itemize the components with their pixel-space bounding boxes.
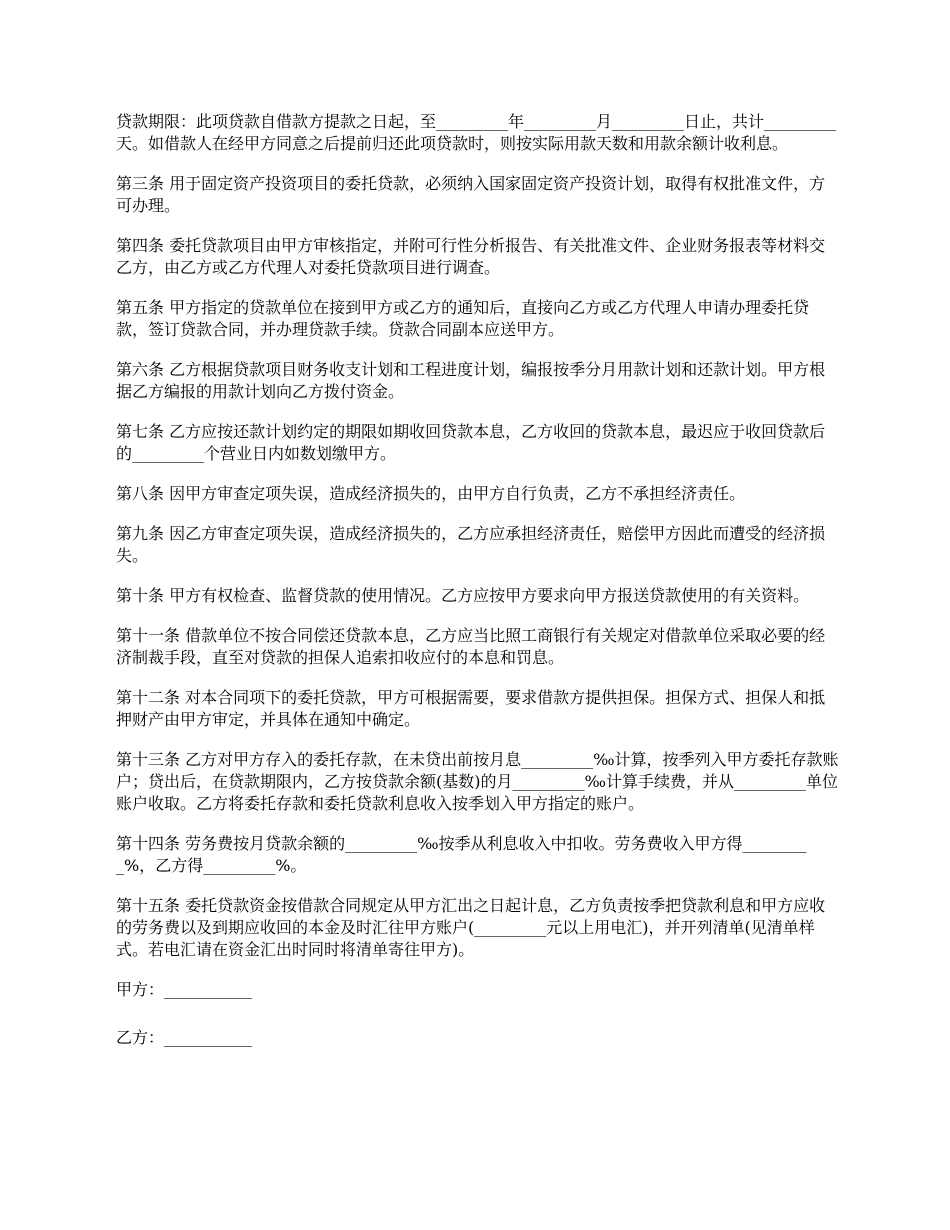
paragraph-article-11: 第十一条 借款单位不按合同偿还贷款本息，乙方应当比照工商银行有关规定对借款单位采取必要的经济制裁手段，直至对贷款的担保人追索扣收应付的本息和罚息。	[116, 626, 826, 667]
contract-document	[116, 111, 841, 1075]
paragraph-article-5: 第五条 甲方指定的贷款单位在接到甲方或乙方的通知后，直接向乙方或乙方代理人申请办理委托贷款，签订贷款合同，并办理贷款手续。贷款合同副本应送甲方。	[116, 298, 810, 339]
paragraph-article-9: 第九条 因乙方审查定项失误，造成经济损失的，乙方应承担经济责任，赔偿甲方因此而遭受的经济损失。	[116, 524, 826, 565]
paragraph-article-10: 第十条 甲方有权检查、监督贷款的使用情况。乙方应按甲方要求向甲方报送贷款使用的有关资料。	[116, 586, 810, 605]
paragraph-article-6: 第六条 乙方根据贷款项目财务收支计划和工程进度计划，编报按季分月用款计划和还款计划。甲方根据乙方编报的用款计划向乙方拨付资金。	[116, 360, 826, 401]
paragraph-loan-term: 贷款期限：此项贷款自借款方提款之日起，至_________年_________月_________日止，共计_________天。如借款人在经甲方同意之后提前归还此项贷款时，则按实际用款天数和用款余额计收利息。	[116, 112, 837, 153]
paragraph-article-4: 第四条 委托贷款项目由甲方审核指定，并附可行性分析报告、有关批准文件、企业财务报表等材料交乙方，由乙方或乙方代理人对委托贷款项目进行调查。	[116, 236, 826, 277]
paragraph-article-15: 第十五条 委托贷款资金按借款合同规定从甲方汇出之日起计息，乙方负责按季把贷款利息和甲方应收的劳务费以及到期应收回的本金及时汇往甲方账户(_________元以上用电汇)，并开列清单(见清单样式。若电汇请在资金汇出时同时将清单寄往甲方)。	[116, 896, 826, 959]
signature-party-a: 甲方：___________	[116, 980, 253, 999]
signature-party-b: 乙方：___________	[116, 1028, 253, 1047]
paragraph-article-3: 第三条 用于固定资产投资项目的委托贷款，必须纳入国家固定资产投资计划，取得有权批准文件，方可办理。	[116, 174, 826, 215]
paragraph-article-7: 第七条 乙方应按还款计划约定的期限如期收回贷款本息，乙方收回的贷款本息，最迟应于收回贷款后的_________个营业日内如数划缴甲方。	[116, 422, 826, 463]
paragraph-article-8: 第八条 因甲方审查定项失误，造成经济损失的，由甲方自行负责，乙方不承担经济责任。	[116, 484, 746, 503]
paragraph-article-13: 第十三条 乙方对甲方存入的委托存款，在未贷出前按月息_________‰计算，按季列入甲方委托存款账户；贷出后，在贷款期限内，乙方按贷款余额(基数)的月_________‰计算手续费，并从_________单位账户收取。乙方将委托存款和委托贷款利息收入按季划入甲方指定的账户。	[116, 750, 839, 813]
paragraph-article-14: 第十四条 劳务费按月贷款余额的_________‰按季从利息收入中扣收。劳务费收入甲方得_________%，乙方得_________%。	[116, 834, 807, 875]
paragraph-article-12: 第十二条 对本合同项下的委托贷款，甲方可根据需要，要求借款方提供担保。担保方式、担保人和抵押财产由甲方审定，并具体在通知中确定。	[116, 688, 826, 729]
